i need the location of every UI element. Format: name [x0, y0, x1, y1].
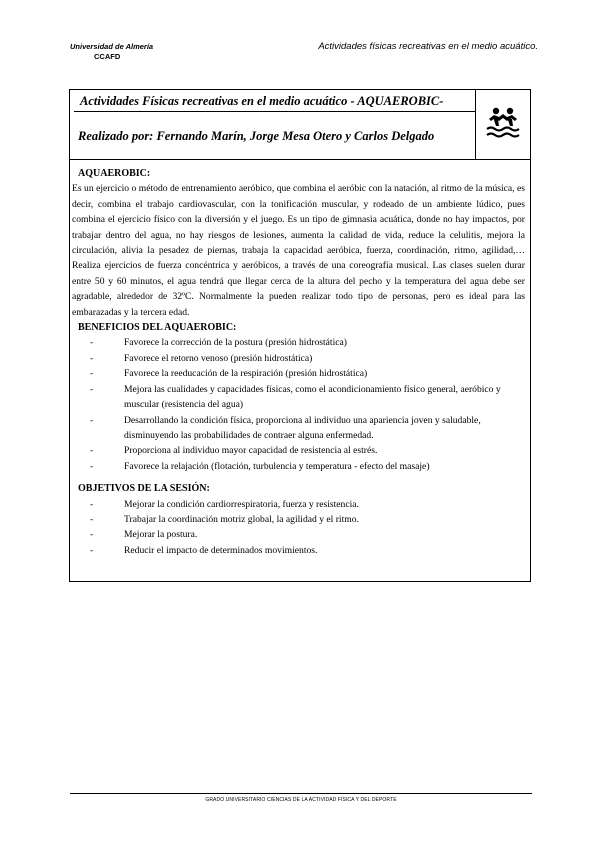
list-item: - Mejorar la condición cardiorrespiratoria, fuerza y resistencia.	[90, 497, 527, 512]
list-item: - Desarrollando la condición física, proporciona al individuo una apariencia joven y saludable, disminuyendo las probabilidades de contraer alguna enfermedad.	[90, 413, 527, 444]
aquaerobic-heading: AQUAEROBIC:	[78, 168, 151, 179]
title-box	[70, 90, 476, 160]
institution-header	[70, 42, 153, 62]
authors-line: Realizado por: Fernando Marín, Jorge Mesa Otero y Carlos Delgado	[78, 129, 435, 143]
list-item: - Favorece la corrección de la postura (presión hidrostática)	[90, 335, 527, 350]
swimmers-icon	[485, 106, 521, 142]
list-item: - Proporciona al individuo mayor capacidad de resistencia al estrés.	[90, 443, 527, 458]
list-item: - Mejora las cualidades y capacidades físicas, como el acondicionamiento físico general, aeróbico y muscular (resistencia del agua)	[90, 382, 527, 413]
content-area	[72, 166, 527, 558]
running-title: Actividades físicas recreativas en el medio acuático.	[318, 41, 538, 52]
institution-name: Universidad de Almería	[70, 42, 154, 51]
list-item: - Favorece la relajación (flotación, turbulencia y temperatura - efecto del masaje)	[90, 459, 527, 474]
document-frame	[69, 89, 531, 582]
footer-text: GRADO UNIVERSITARIO CIENCIAS DE LA ACTIVIDAD FÍSICA Y DEL DEPORTE	[205, 797, 397, 803]
department-name: CCAFD	[94, 52, 121, 61]
icon-box	[476, 90, 530, 160]
list-item: - Mejorar la postura.	[90, 527, 527, 542]
footer-divider	[70, 793, 532, 794]
document-title: Actividades Físicas recreativas en el medio acuático - AQUAEROBIC-	[80, 94, 472, 108]
benefits-list	[72, 335, 527, 474]
objectives-heading: OBJETIVOS DE LA SESIÓN:	[78, 483, 210, 495]
aquaerobic-description: Es un ejercicio o método de entrenamiento aeróbico, que combina el aeróbic con la natación, al ritmo de la música, es decir, combina el trabajo cardiovascular, con la tonificación muscular, y rodeado de un ambiente lúdico, pues combina el ejercicio físico con la diversión y el juego. Es un tipo de gimnasia acuática, donde no hay impactos, por trabajar dentro del agua, no hay riesgos de lesiones, aumenta la calidad de vida, reduce la celulitis, mejora la circulación, alivia la pesadez de piernas, trabaja la capacidad aeróbica, fuerza, coordinación, ritmo, agilidad,… Realiza ejercicios de fuerza concéntrica y aeróbicos, a través de una coreografía musical. Las clases suelen durar entre 50 y 60 minutos, el agua tendrá que llegar cerca de la altura del pecho y la temperatura del agua debe ser agradable, alrededor de 32ºC. Normalmente la pueden realizar todo tipo de personas, pero es ideal para las embarazadas y la tercera edad.	[72, 183, 525, 318]
list-item: - Favorece la reeducación de la respiración (presión hidrostática)	[90, 366, 527, 381]
list-item: - Favorece el retorno venoso (presión hidrostática)	[90, 351, 527, 366]
list-item: - Trabajar la coordinación motriz global, la agilidad y el ritmo.	[90, 512, 527, 527]
benefits-heading: BENEFICIOS DEL AQUAEROBIC:	[78, 322, 237, 334]
list-item: - Reducir el impacto de determinados movimientos.	[90, 543, 527, 558]
objectives-list	[72, 497, 527, 559]
